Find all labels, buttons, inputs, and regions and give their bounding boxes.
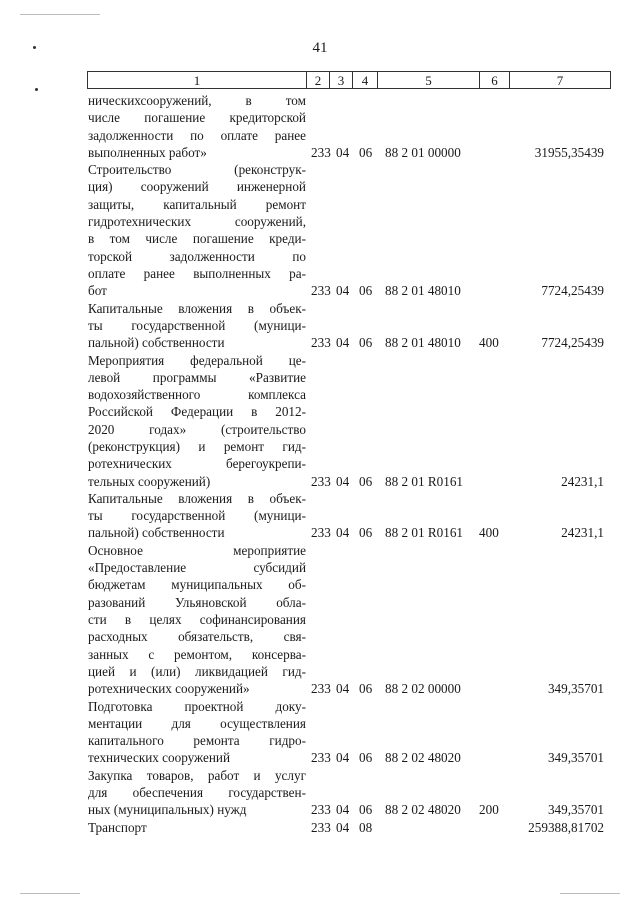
description-line: ническихсооружений, в том	[88, 93, 306, 108]
description-line: ментации для осуществления	[88, 715, 306, 731]
description-line: водохозяйственного комплекса	[88, 387, 306, 403]
amount: 349,35701	[547, 750, 604, 766]
description-line: Закупка товаров, работ и услуг	[88, 767, 306, 783]
target-article-code: 88 2 01 48010	[385, 335, 461, 351]
grbs-code: 233	[311, 802, 331, 818]
description-line: пальной) собственности	[88, 335, 225, 351]
subsection-code: 08	[359, 819, 373, 835]
description-line: 2020 годах» (строительство	[88, 421, 306, 437]
subsection-code: 06	[359, 144, 373, 160]
row-description	[88, 352, 306, 490]
description-line: Мероприятия федеральной це-	[88, 352, 306, 368]
description-line: Основное мероприятие	[88, 542, 306, 558]
scan-edge-line	[560, 893, 620, 894]
scan-edge-line	[20, 893, 80, 894]
grbs-code: 233	[311, 819, 331, 835]
amount: 349,35701	[547, 681, 604, 697]
section-code: 04	[336, 681, 350, 697]
amount: 24231,1	[561, 525, 604, 541]
expense-type-code: 200	[479, 802, 499, 818]
row-codes	[0, 144, 640, 161]
subsection-code: 06	[359, 525, 373, 541]
amount: 31955,35439	[534, 144, 604, 160]
target-article-code: 88 2 01 48010	[385, 283, 461, 299]
row-description	[88, 542, 306, 698]
section-code: 04	[336, 335, 350, 351]
header-col-6: 6	[480, 72, 510, 88]
header-col-5: 5	[378, 72, 480, 88]
description-line: в том числе погашение креди-	[88, 231, 306, 247]
description-line: торской задолженности по	[88, 248, 306, 264]
amount: 349,35701	[547, 802, 604, 818]
amount: 24231,1	[561, 473, 604, 489]
description-line: (реконструкция) и ремонт гид-	[88, 438, 306, 454]
expense-type-code: 400	[479, 525, 499, 541]
description-line: ция) сооружений инженерной	[88, 179, 306, 195]
row-codes	[0, 473, 640, 490]
description-line: Строительство (реконструк-	[88, 162, 306, 178]
section-code: 04	[336, 525, 350, 541]
table-row	[0, 352, 640, 490]
subsection-code: 06	[359, 473, 373, 489]
description-line: Транспорт	[88, 819, 147, 835]
description-line: левой программы «Развитие	[88, 369, 306, 385]
subsection-code: 06	[359, 681, 373, 697]
description-line: оплате ранее выполненных ра-	[88, 265, 306, 281]
description-line: тельных сооружений)	[88, 473, 211, 489]
section-code: 04	[336, 473, 350, 489]
target-article-code: 88 2 01 R0161	[385, 525, 464, 541]
subsection-code: 06	[359, 802, 373, 818]
header-col-1: 1	[88, 72, 307, 88]
description-line: Капитальные вложения в объек-	[88, 300, 306, 316]
table-row	[0, 542, 640, 698]
description-line: задолженности по оплате ранее	[88, 127, 306, 143]
target-article-code: 88 2 02 00000	[385, 681, 461, 697]
row-codes	[0, 524, 640, 541]
description-line: капитального ремонта гидро-	[88, 733, 306, 749]
description-line: Российской Федерации в 2012-	[88, 404, 306, 420]
table-row	[0, 698, 640, 767]
description-line: ты государственной (муници-	[88, 317, 306, 333]
row-codes	[0, 680, 640, 697]
section-code: 04	[336, 819, 350, 835]
section-code: 04	[336, 283, 350, 299]
page-number: 41	[312, 40, 328, 56]
description-line: Капитальные вложения в объек-	[88, 490, 306, 506]
section-code: 04	[336, 750, 350, 766]
description-line: «Предоставление субсидий	[88, 560, 306, 576]
section-code: 04	[336, 144, 350, 160]
grbs-code: 233	[311, 525, 331, 541]
header-col-3: 3	[330, 72, 353, 88]
table-row	[0, 300, 640, 352]
amount: 259388,81702	[528, 819, 604, 835]
row-codes	[0, 819, 640, 836]
subsection-code: 06	[359, 750, 373, 766]
expense-type-code: 400	[479, 335, 499, 351]
description-line: ты государственной (муници-	[88, 508, 306, 524]
description-line: защиты, капитальный ремонт	[88, 196, 306, 212]
target-article-code: 88 2 02 48020	[385, 802, 461, 818]
header-col-4: 4	[353, 72, 378, 88]
row-codes	[0, 282, 640, 299]
description-line: бот	[88, 283, 107, 299]
grbs-code: 233	[311, 681, 331, 697]
table-row	[0, 490, 640, 542]
description-line: числе погашение кредиторской	[88, 110, 306, 126]
grbs-code: 233	[311, 473, 331, 489]
row-codes	[0, 334, 640, 351]
table-row	[0, 161, 640, 299]
description-line: пальной) собственности	[88, 525, 225, 541]
grbs-code: 233	[311, 144, 331, 160]
description-line: ротехнических берегоукрепи-	[88, 456, 306, 472]
header-col-7: 7	[556, 73, 564, 88]
description-line: для обеспечения государствен-	[88, 784, 306, 800]
table-row	[0, 819, 640, 836]
scan-edge-line	[20, 14, 100, 15]
description-line: цией и (или) ликвидацией гид-	[88, 663, 306, 679]
header-col-2: 2	[307, 72, 330, 88]
description-line: занных с ремонтом, консерва-	[88, 646, 306, 662]
description-line: технических сооружений	[88, 750, 231, 766]
description-line: сти в целях софинансирования	[88, 611, 306, 627]
scan-dot	[35, 88, 38, 91]
table-header	[87, 71, 611, 89]
description-line: расходных обязательств, свя-	[88, 629, 306, 645]
grbs-code: 233	[311, 750, 331, 766]
table-row	[0, 767, 640, 819]
description-line: ных (муниципальных) нужд	[88, 802, 247, 818]
row-codes	[0, 801, 640, 818]
table-row	[0, 92, 640, 161]
description-line: выполненных работ»	[88, 144, 207, 160]
row-description	[88, 161, 306, 299]
target-article-code: 88 2 01 00000	[385, 144, 461, 160]
description-line: разований Ульяновской обла-	[88, 594, 306, 610]
description-line: бюджетам муниципальных об-	[88, 577, 306, 593]
target-article-code: 88 2 02 48020	[385, 750, 461, 766]
subsection-code: 06	[359, 335, 373, 351]
amount: 7724,25439	[541, 283, 604, 299]
grbs-code: 233	[311, 335, 331, 351]
subsection-code: 06	[359, 283, 373, 299]
description-line: ротехнических сооружений»	[88, 681, 250, 697]
description-line: гидротехнических сооружений,	[88, 214, 306, 230]
description-line: Подготовка проектной доку-	[88, 698, 306, 714]
amount: 7724,25439	[541, 335, 604, 351]
grbs-code: 233	[311, 283, 331, 299]
row-codes	[0, 749, 640, 766]
section-code: 04	[336, 802, 350, 818]
target-article-code: 88 2 01 R0161	[385, 473, 464, 489]
